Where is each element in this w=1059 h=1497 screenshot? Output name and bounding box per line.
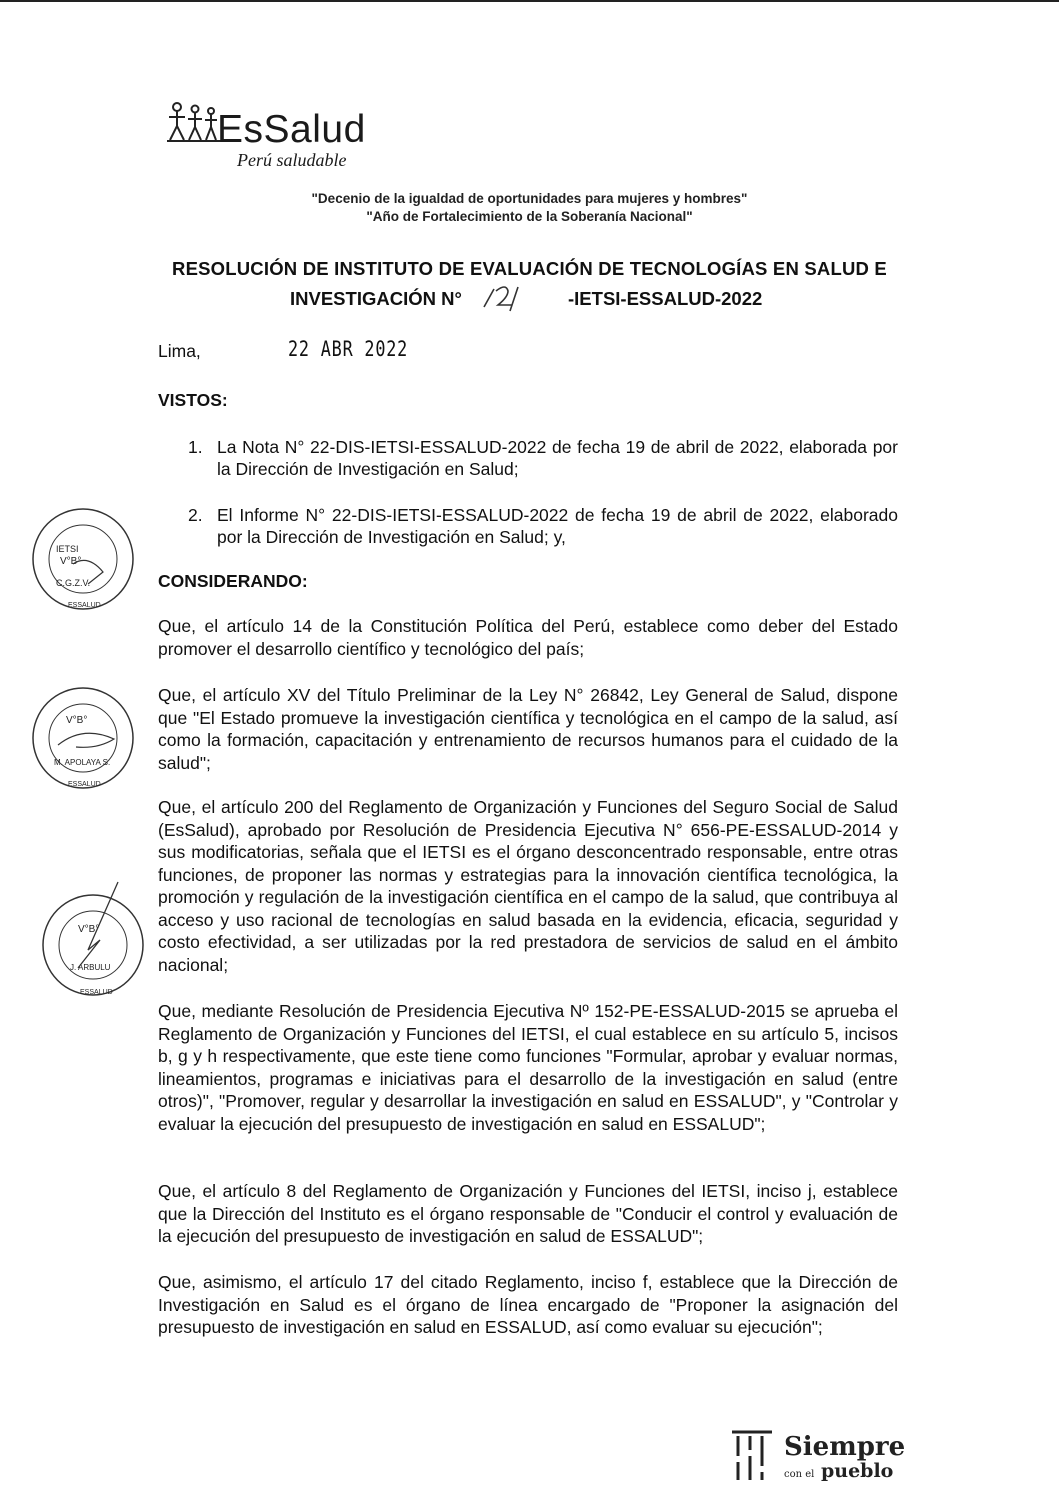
- approval-stamp-research: [28, 683, 138, 793]
- approval-stamp-ietsi: [28, 504, 138, 614]
- header-quote-1: "Decenio de la igualdad de oportunidades para mujeres y hombres": [311, 191, 748, 206]
- stamp-inner-1: IETSI: [56, 544, 79, 554]
- stamp-inner-1: V°B°: [66, 715, 88, 726]
- stamp-inner-3: C.G.Z.V.: [56, 578, 91, 588]
- footer-slogan-prefix: con el: [784, 1469, 815, 1480]
- scan-top-edge: [0, 0, 1059, 8]
- considerando-paragraph: Que, el artículo 8 del Reglamento de Organización y Funciones del IETSI, inciso j, establece que la Dirección del Instituto es el órgano responsable de "Conducir el control y evaluación de la ejecución del presupuesto de investigación en salud de ESSALUD";: [158, 1181, 898, 1246]
- footer-slogan-logo: [728, 1426, 906, 1486]
- footer-slogan-word: pueblo: [820, 1460, 894, 1482]
- handwritten-resolution-number: [478, 279, 538, 315]
- columns-icon: [728, 1426, 778, 1486]
- considerando-paragraph: Que, el artículo XV del Título Preliminar de la Ley N° 26842, Ley General de Salud, dispone que "El Estado promueve la investigación científica y tecnológica en el campo de la salud, así como la formación, capacitación y entrenamiento de recursos humanos para el cuidado de la salud";: [158, 685, 898, 773]
- considerando-heading: CONSIDERANDO:: [158, 571, 308, 591]
- item-text: El Informe N° 22-DIS-IETSI-ESSALUD-2022 de fecha 19 de abril de 2022, elaborado por la Dirección de Investigación en Salud; y,: [217, 505, 898, 547]
- footer-slogan-sub: [784, 1460, 893, 1482]
- resolution-title-line-1: RESOLUCIÓN DE INSTITUTO DE EVALUACIÓN DE TECNOLOGÍAS EN SALUD E: [172, 258, 887, 279]
- stamp-inner-1: V°B°: [78, 924, 100, 935]
- considerando-paragraph: Que, mediante Resolución de Presidencia Ejecutiva Nº 152-PE-ESSALUD-2015 se aprueba el Reglamento de Organización y Funciones del IETSI, el cual establece en su artículo 5, incisos b, g y h respectivamente, que este tiene como funciones "Formular, aprobar y evaluar normas, lineamientos, programas e iniciativas para el desarrollo de la investigación en salud (entre otros)", "Promover, regular y desarrollar la investigación en salud en ESSALUD", y "Controlar y evaluar la ejecución del presupuesto de investigación en salud en ESSALUD";: [158, 1001, 898, 1134]
- vistos-heading: VISTOS:: [158, 390, 228, 410]
- stamp-inner-2: J. ARBULU: [70, 963, 111, 972]
- item-number: 1.: [188, 437, 203, 457]
- considerando-paragraph: Que, el artículo 14 de la Constitución Política del Perú, establece como deber del Estado promover el desarrollo científico y tecnológico del país;: [158, 616, 898, 659]
- considerando-paragraph: Que, asimismo, el artículo 17 del citado Reglamento, inciso f, establece que la Dirección de Investigación en Salud es el órgano de línea encargado de "Proponer la asignación del presupuesto de investigación en salud en ESSALUD, así como evaluar su ejecución";: [158, 1272, 898, 1337]
- header-quote-2: "Año de Fortalecimiento de la Soberanía Nacional": [366, 209, 693, 224]
- logo-name: EsSalud: [217, 108, 366, 151]
- resolution-title-suffix: -IETSI-ESSALUD-2022: [568, 288, 763, 309]
- essalud-logo: [165, 100, 395, 175]
- logo-tagline: Perú saludable: [237, 150, 347, 170]
- resolution-title-prefix: INVESTIGACIÓN N°: [290, 288, 462, 309]
- stamp-ring: ESSALUD: [68, 602, 101, 609]
- stamp-ring: ESSALUD: [68, 781, 101, 788]
- stamp-inner-2: M. APOLAYA S.: [54, 758, 111, 767]
- stamp-inner-2: V°B°: [60, 556, 82, 567]
- footer-slogan-main: Siempre: [784, 1432, 906, 1462]
- stamp-ring: ESSALUD: [80, 989, 113, 996]
- date-stamp: 22 ABR 2022: [288, 337, 409, 361]
- considerando-paragraph: Que, el artículo 200 del Reglamento de Organización y Funciones del Seguro Social de Salud (EsSalud), aprobado por Resolución de Presidencia Ejecutiva N° 656-PE-ESSALUD-2014 y sus modificatorias, señala que el IETSI es el órgano desconcentrado responsable, entre otras funciones, de proponer las normas y estrategias para la innovación científica tecnológica, la promoción y regulación de la investigación científica en el campo de la salud, que contribuya al acceso y uso racional de tecnologías en salud basada en la evidencia, eficacia, seguridad y costo efectividad, a ser utilizadas por la red prestadora de servicios de salud en el ámbito nacional;: [158, 797, 898, 975]
- place-label: Lima,: [158, 341, 201, 361]
- people-figures-icon: [165, 100, 223, 145]
- item-text: La Nota N° 22-DIS-IETSI-ESSALUD-2022 de fecha 19 de abril de 2022, elaborada por la Dirección de Investigación en Salud;: [217, 437, 898, 479]
- item-number: 2.: [188, 505, 203, 525]
- approval-stamp-legal: [38, 880, 148, 996]
